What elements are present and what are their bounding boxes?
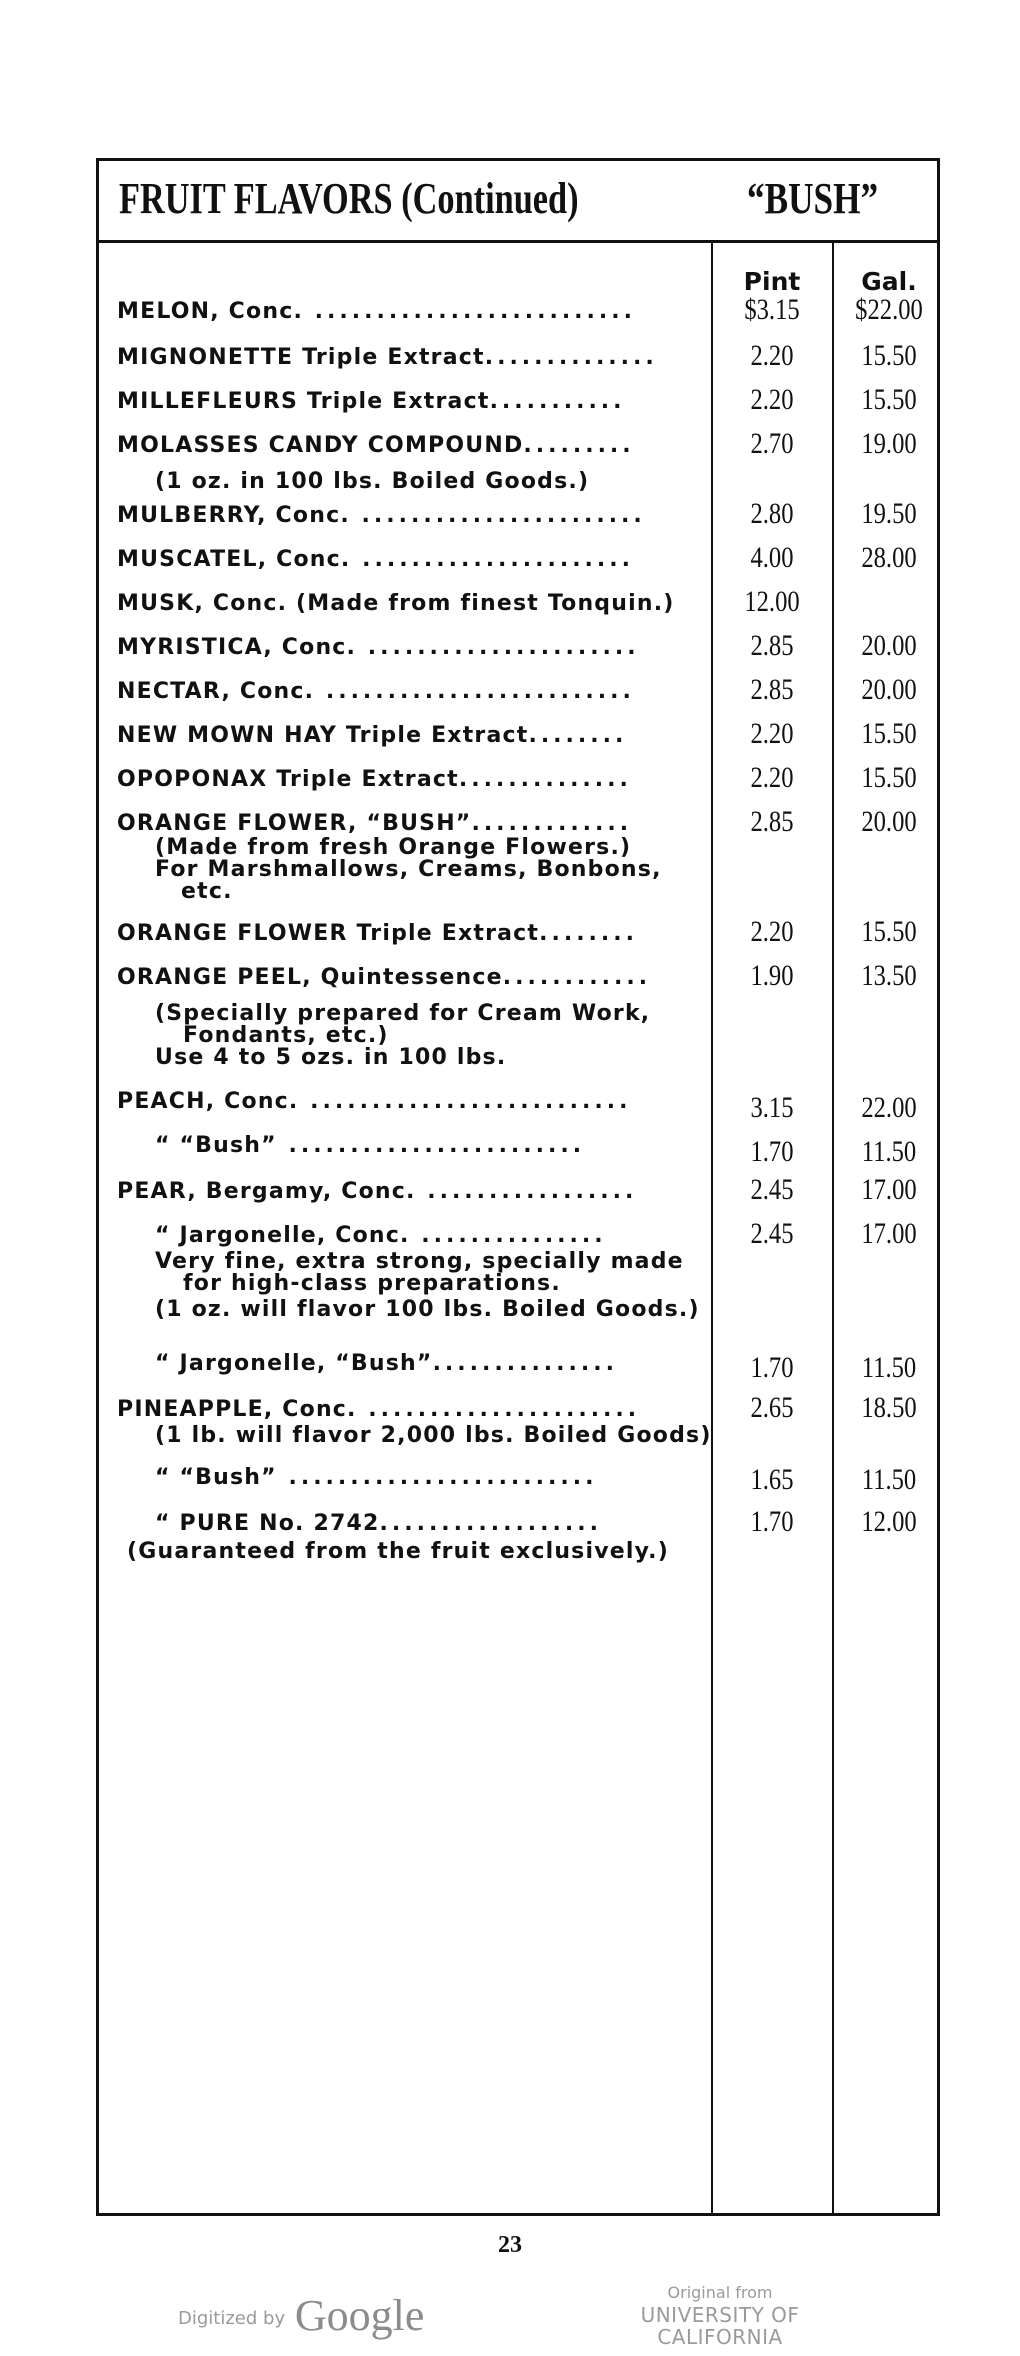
pint-price: 2.20 bbox=[750, 761, 794, 794]
table-row bbox=[99, 1465, 937, 1505]
flavor-name: ORANGE FLOWER, “BUSH”............. bbox=[117, 811, 633, 836]
gallon-price: 18.50 bbox=[861, 1391, 917, 1424]
flavor-name: OPOPONAX Triple Extract.............. bbox=[117, 767, 632, 792]
flavor-name: NEW MOWN HAY Triple Extract........ bbox=[117, 723, 628, 748]
flavor-name: NECTAR, Conc. ......................... bbox=[117, 679, 635, 704]
gallon-price: 15.50 bbox=[861, 339, 917, 372]
gallon-price: 20.00 bbox=[861, 673, 917, 706]
pint-price: 1.90 bbox=[750, 959, 794, 992]
table-row bbox=[99, 629, 937, 675]
flavor-name: ORANGE FLOWER Triple Extract........ bbox=[117, 921, 638, 946]
pint-price: 2.20 bbox=[750, 383, 794, 416]
pint-price: 2.80 bbox=[750, 497, 794, 530]
pint-price: 3.15 bbox=[750, 1091, 794, 1124]
column-header-gal: Gal. bbox=[861, 267, 917, 296]
gallon-price: 19.50 bbox=[861, 497, 917, 530]
original-from-label: Original from bbox=[667, 2283, 773, 2302]
pint-price: $3.15 bbox=[744, 293, 800, 326]
table-row bbox=[99, 339, 937, 385]
gallon-price: 11.50 bbox=[861, 1135, 917, 1168]
digitized-by-label: Digitized by bbox=[178, 2308, 286, 2329]
gallon-price: 15.50 bbox=[861, 915, 917, 948]
university-label: UNIVERSITY OF CALIFORNIA bbox=[640, 2303, 800, 2349]
pint-price: 2.85 bbox=[750, 673, 794, 706]
usage-note: Very fine, extra strong, specially made bbox=[155, 1249, 684, 1274]
gallon-price: 15.50 bbox=[861, 383, 917, 416]
table-row bbox=[99, 673, 937, 719]
pint-price: 2.20 bbox=[750, 339, 794, 372]
pint-price: 1.70 bbox=[750, 1351, 794, 1384]
table-row bbox=[99, 761, 937, 807]
gallon-price: 22.00 bbox=[861, 1091, 917, 1124]
pint-price: 2.70 bbox=[750, 427, 794, 460]
gallon-price: 19.00 bbox=[861, 427, 917, 460]
price-list-frame bbox=[96, 158, 940, 2216]
gallon-price: 15.50 bbox=[861, 717, 917, 750]
google-logo: Google bbox=[294, 2291, 425, 2340]
gallon-price: $22.00 bbox=[855, 293, 923, 326]
table-row bbox=[99, 1173, 937, 1219]
flavor-name: MILLEFLEURS Triple Extract........... bbox=[117, 389, 626, 414]
pint-price: 2.45 bbox=[750, 1217, 794, 1250]
column-header-pint: Pint bbox=[743, 267, 801, 296]
flavor-name: ORANGE PEEL, Quintessence............ bbox=[117, 965, 652, 990]
pint-price: 2.65 bbox=[750, 1391, 794, 1424]
pint-price: 2.20 bbox=[750, 915, 794, 948]
pint-price: 2.45 bbox=[750, 1173, 794, 1206]
flavor-name: “ Jargonelle, “Bush”............... bbox=[155, 1351, 618, 1376]
table-row bbox=[99, 1133, 937, 1173]
usage-note: (Guaranteed from the fruit exclusively.) bbox=[127, 1539, 669, 1564]
usage-note: for high-class preparations. bbox=[183, 1271, 561, 1296]
flavor-name: “ “Bush” ........................ bbox=[155, 1133, 586, 1158]
flavor-name: “ PURE No. 2742.................. bbox=[155, 1511, 602, 1536]
pint-price: 1.65 bbox=[750, 1463, 794, 1496]
pint-price: 12.00 bbox=[744, 585, 800, 618]
gallon-price: 17.00 bbox=[861, 1173, 917, 1206]
usage-note: (Specially prepared for Cream Work, bbox=[155, 1001, 651, 1026]
table-row bbox=[99, 427, 937, 473]
table-row bbox=[99, 1089, 937, 1129]
gallon-price: 17.00 bbox=[861, 1217, 917, 1250]
page-number: 23 bbox=[498, 2232, 522, 2258]
table-row bbox=[99, 717, 937, 763]
usage-note: Use 4 to 5 ozs. in 100 lbs. bbox=[155, 1045, 507, 1070]
pint-price: 1.70 bbox=[750, 1135, 794, 1168]
table-row bbox=[99, 959, 937, 1005]
flavor-name: PINEAPPLE, Conc. ...................... bbox=[117, 1397, 641, 1422]
usage-note: Fondants, etc.) bbox=[183, 1023, 389, 1048]
flavor-name: “ “Bush” ......................... bbox=[155, 1465, 598, 1490]
table-row bbox=[99, 915, 937, 961]
usage-note: (1 oz. in 100 lbs. Boiled Goods.) bbox=[155, 469, 590, 494]
flavor-name: MELON, Conc. .......................... bbox=[117, 299, 636, 324]
flavor-name: “ Jargonelle, Conc. ............... bbox=[155, 1223, 607, 1248]
usage-note: For Marshmallows, Creams, Bonbons, bbox=[155, 857, 662, 882]
gallon-price: 11.50 bbox=[861, 1463, 917, 1496]
pint-price: 1.70 bbox=[750, 1505, 794, 1538]
flavor-name: PEAR, Bergamy, Conc. ................. bbox=[117, 1179, 638, 1204]
usage-note: etc. bbox=[181, 879, 233, 904]
pint-price: 2.20 bbox=[750, 717, 794, 750]
original-source-credit bbox=[580, 2282, 860, 2348]
table-row bbox=[99, 1351, 937, 1391]
gallon-price: 28.00 bbox=[861, 541, 917, 574]
table-row bbox=[99, 541, 937, 587]
gallon-price: 11.50 bbox=[861, 1351, 917, 1384]
table-row bbox=[99, 293, 937, 339]
flavor-name: MUSK, Conc. (Made from finest Tonquin.) bbox=[117, 591, 675, 616]
flavor-name: MIGNONETTE Triple Extract.............. bbox=[117, 345, 658, 370]
gallon-price: 20.00 bbox=[861, 805, 917, 838]
flavor-name: MOLASSES CANDY COMPOUND......... bbox=[117, 433, 635, 458]
usage-note: (Made from fresh Orange Flowers.) bbox=[155, 835, 632, 860]
pint-price: 2.85 bbox=[750, 629, 794, 662]
digitized-by-credit bbox=[178, 2290, 424, 2341]
page-title: FRUIT FLAVORS (Continued) bbox=[119, 174, 579, 223]
table-header bbox=[99, 161, 937, 243]
pint-price: 4.00 bbox=[750, 541, 794, 574]
usage-note: (1 oz. will flavor 100 lbs. Boiled Goods.) bbox=[155, 1297, 700, 1322]
table-row bbox=[99, 383, 937, 429]
usage-note: (1 lb. will flavor 2,000 lbs. Boiled Goods) bbox=[155, 1423, 712, 1448]
flavor-name: PEACH, Conc. .......................... bbox=[117, 1089, 632, 1114]
gallon-price: 12.00 bbox=[861, 1505, 917, 1538]
table-row bbox=[99, 585, 937, 631]
gallon-price: 15.50 bbox=[861, 761, 917, 794]
flavor-name: MULBERRY, Conc. ....................... bbox=[117, 503, 646, 528]
flavor-name: MYRISTICA, Conc. ...................... bbox=[117, 635, 640, 660]
pint-price: 2.85 bbox=[750, 805, 794, 838]
flavor-name: MUSCATEL, Conc. ...................... bbox=[117, 547, 634, 572]
table-row bbox=[99, 497, 937, 543]
brand-heading: “BUSH” bbox=[747, 174, 879, 223]
gallon-price: 20.00 bbox=[861, 629, 917, 662]
gallon-price: 13.50 bbox=[861, 959, 917, 992]
